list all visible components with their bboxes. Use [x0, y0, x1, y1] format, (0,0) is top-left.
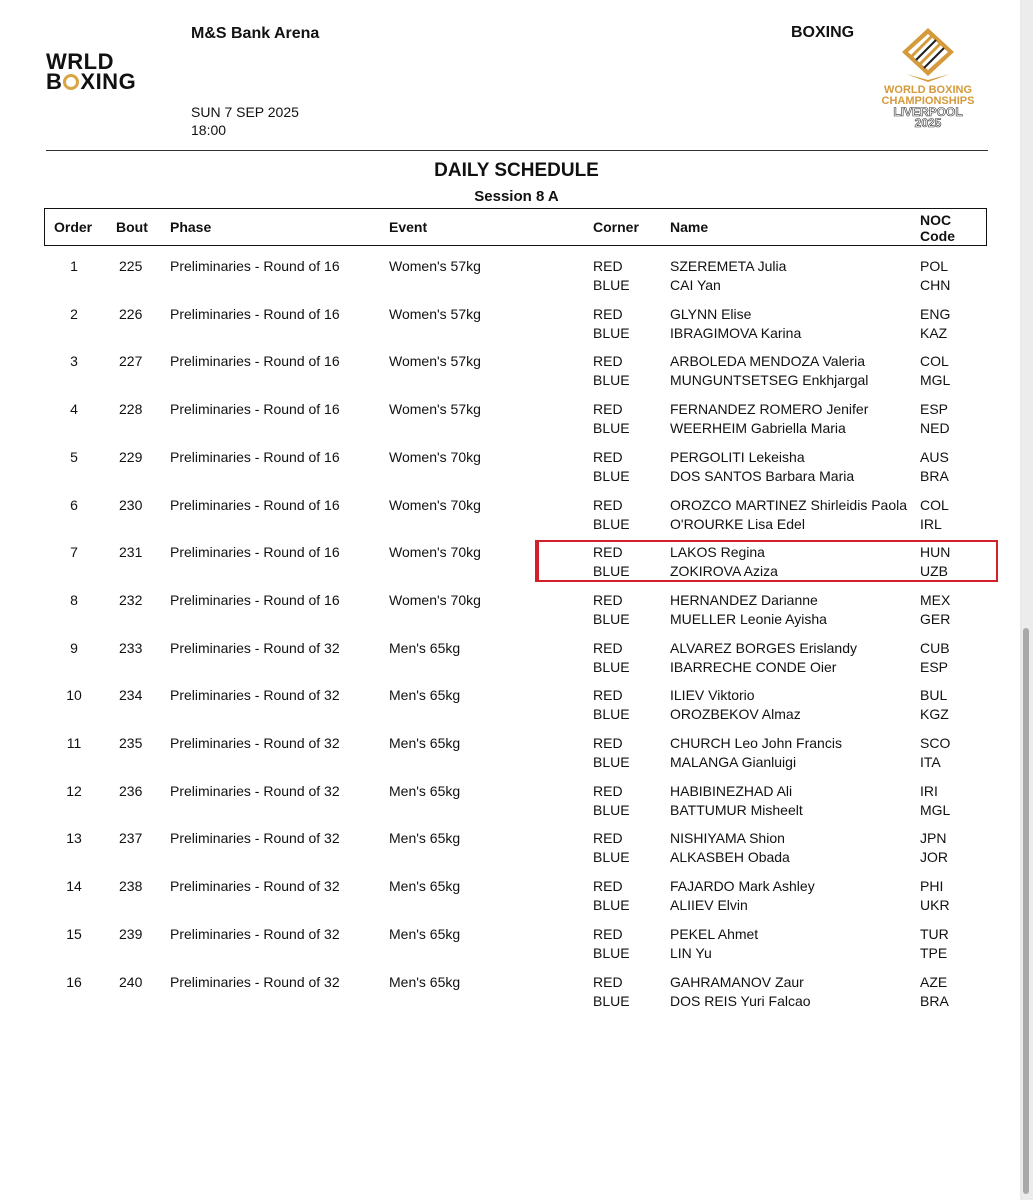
session-label: Session 8 A [474, 188, 559, 205]
noc-code-red: AZE [920, 974, 948, 990]
cell-bout: 226 [119, 306, 143, 322]
boxer-name-blue: MALANGA Gianluigi [670, 754, 797, 770]
logo-ring-icon [63, 74, 79, 90]
cell-order: 8 [70, 592, 78, 608]
noc-code-red: CUB [920, 640, 950, 656]
cell-bout: 239 [119, 926, 143, 942]
noc-code-red: MEX [920, 592, 951, 608]
noc-code-red: HUN [920, 544, 951, 560]
column-header-corner: Corner [593, 219, 639, 235]
cell-order: 6 [70, 497, 78, 513]
cell-bout: 240 [119, 974, 143, 990]
cell-event: Men's 65kg [389, 974, 461, 990]
noc-code-red: COL [920, 497, 949, 513]
corner-blue: BLUE [593, 993, 630, 1009]
cell-order: 3 [70, 353, 78, 369]
boxer-name-red: GLYNN Elise [670, 306, 752, 322]
noc-code-red: AUS [920, 449, 949, 465]
corner-red: RED [593, 306, 623, 322]
cell-bout: 238 [119, 878, 143, 894]
boxer-name-blue: IBRAGIMOVA Karina [670, 325, 802, 341]
noc-code-blue: GER [920, 611, 951, 627]
noc-code-blue: NED [920, 420, 950, 436]
corner-blue: BLUE [593, 659, 630, 675]
corner-blue: BLUE [593, 849, 630, 865]
cell-order: 9 [70, 640, 78, 656]
corner-red: RED [593, 449, 623, 465]
cell-order: 10 [66, 687, 82, 703]
cell-phase: Preliminaries - Round of 16 [170, 592, 340, 608]
championship-line: CHAMPIONSHIPS [881, 95, 975, 107]
noc-code-blue: KGZ [920, 706, 949, 722]
noc-code-blue: MGL [920, 802, 951, 818]
cell-bout: 233 [119, 640, 143, 656]
cell-order: 7 [70, 544, 78, 560]
cell-phase: Preliminaries - Round of 32 [170, 687, 340, 703]
boxer-name-red: HABIBINEZHAD Ali [670, 783, 793, 799]
event-date: SUN 7 SEP 2025 [191, 104, 299, 120]
noc-code-red: SCO [920, 735, 951, 751]
corner-blue: BLUE [593, 563, 630, 579]
cell-phase: Preliminaries - Round of 16 [170, 306, 340, 322]
corner-red: RED [593, 878, 623, 894]
boxer-name-red: PEKEL Ahmet [670, 926, 759, 942]
corner-red: RED [593, 687, 623, 703]
boxer-name-blue: O'ROURKE Lisa Edel [670, 516, 805, 532]
corner-red: RED [593, 258, 623, 274]
noc-code-blue: ESP [920, 659, 949, 675]
noc-code-red: IRI [920, 783, 938, 799]
cell-event: Women's 57kg [389, 353, 481, 369]
corner-blue: BLUE [593, 945, 630, 961]
boxer-name-blue: LIN Yu [670, 945, 712, 961]
cell-bout: 229 [119, 449, 143, 465]
corner-blue: BLUE [593, 802, 630, 818]
boxer-name-red: ARBOLEDA MENDOZA Valeria [670, 353, 866, 369]
noc-code-red: ESP [920, 401, 949, 417]
cell-event: Men's 65kg [389, 735, 461, 751]
cell-event: Women's 57kg [389, 401, 481, 417]
cell-phase: Preliminaries - Round of 32 [170, 974, 340, 990]
boxer-name-blue: CAI Yan [670, 277, 721, 293]
column-header-name: Name [670, 219, 709, 235]
column-header-phase: Phase [170, 219, 212, 235]
noc-code-blue: JOR [920, 849, 948, 865]
cell-phase: Preliminaries - Round of 16 [170, 258, 340, 274]
boxer-name-blue: WEERHEIM Gabriella Maria [670, 420, 846, 436]
corner-blue: BLUE [593, 754, 630, 770]
cell-bout: 230 [119, 497, 143, 513]
noc-code-blue: BRA [920, 468, 949, 484]
corner-red: RED [593, 401, 623, 417]
corner-red: RED [593, 783, 623, 799]
cell-event: Women's 70kg [389, 449, 481, 465]
championship-emblem-icon [898, 26, 958, 84]
noc-code-blue: BRA [920, 993, 949, 1009]
noc-code-blue: UZB [920, 563, 948, 579]
cell-phase: Preliminaries - Round of 16 [170, 497, 340, 513]
cell-event: Men's 65kg [389, 926, 461, 942]
column-header-bout: Bout [116, 219, 148, 235]
cell-event: Men's 65kg [389, 830, 461, 846]
corner-red: RED [593, 926, 623, 942]
logo-letters: XING [80, 69, 137, 94]
noc-code-red: BUL [920, 687, 948, 703]
cell-bout: 228 [119, 401, 143, 417]
cell-phase: Preliminaries - Round of 16 [170, 401, 340, 417]
boxer-name-blue: ALKASBEH Obada [670, 849, 790, 865]
column-header-noc-line: NOC [920, 212, 952, 228]
logo-line-2 [46, 69, 137, 94]
noc-code-blue: CHN [920, 277, 951, 293]
boxer-name-blue: ZOKIROVA Aziza [670, 563, 778, 579]
cell-event: Women's 70kg [389, 497, 481, 513]
boxer-name-blue: BATTUMUR Misheelt [670, 802, 803, 818]
corner-blue: BLUE [593, 611, 630, 627]
cell-bout: 225 [119, 258, 143, 274]
cell-bout: 231 [119, 544, 143, 560]
noc-code-blue: KAZ [920, 325, 948, 341]
cell-order: 11 [66, 735, 82, 751]
boxer-name-red: FERNANDEZ ROMERO Jenifer [670, 401, 869, 417]
cell-phase: Preliminaries - Round of 32 [170, 830, 340, 846]
noc-code-blue: TPE [920, 945, 948, 961]
cell-bout: 235 [119, 735, 143, 751]
cell-phase: Preliminaries - Round of 16 [170, 353, 340, 369]
logo-letter: W [46, 49, 68, 74]
boxer-name-red: GAHRAMANOV Zaur [670, 974, 804, 990]
boxer-name-red: PERGOLITI Lekeisha [670, 449, 805, 465]
championship-line: 2025 [914, 116, 942, 130]
corner-red: RED [593, 830, 623, 846]
boxer-name-red: FAJARDO Mark Ashley [670, 878, 815, 894]
boxer-name-red: HERNANDEZ Darianne [670, 592, 818, 608]
boxer-name-red: LAKOS Regina [670, 544, 765, 560]
cell-event: Women's 70kg [389, 592, 481, 608]
cell-order: 1 [70, 258, 78, 274]
boxer-name-red: CHURCH Leo John Francis [670, 735, 842, 751]
cell-phase: Preliminaries - Round of 16 [170, 449, 340, 465]
event-time: 18:00 [191, 122, 227, 138]
column-header-order: Order [54, 219, 93, 235]
noc-code-red: POL [920, 258, 949, 274]
logo-letters: RLD [67, 49, 114, 74]
cell-phase: Preliminaries - Round of 32 [170, 735, 340, 751]
corner-red: RED [593, 640, 623, 656]
corner-blue: BLUE [593, 277, 630, 293]
corner-blue: BLUE [593, 516, 630, 532]
cell-bout: 232 [119, 592, 143, 608]
cell-order: 13 [66, 830, 82, 846]
boxer-name-red: NISHIYAMA Shion [670, 830, 785, 846]
cell-bout: 227 [119, 353, 143, 369]
cell-event: Men's 65kg [389, 783, 461, 799]
cell-event: Men's 65kg [389, 640, 461, 656]
noc-code-red: COL [920, 353, 949, 369]
boxer-name-blue: MUELLER Leonie Ayisha [670, 611, 827, 627]
noc-code-red: JPN [920, 830, 947, 846]
corner-red: RED [593, 592, 623, 608]
column-header-noc [920, 212, 955, 244]
championship-wordmark [872, 85, 984, 129]
document-title: DAILY SCHEDULE [434, 160, 599, 181]
championship-line: WORLD BOXING [884, 84, 972, 96]
noc-code-blue: IRL [920, 516, 942, 532]
boxer-name-red: ALVAREZ BORGES Erislandy [670, 640, 857, 656]
cell-phase: Preliminaries - Round of 16 [170, 544, 340, 560]
boxer-name-blue: DOS REIS Yuri Falcao [670, 993, 811, 1009]
noc-code-red: TUR [920, 926, 949, 942]
column-header-event: Event [389, 219, 428, 235]
boxer-name-blue: MUNGUNTSETSEG Enkhjargal [670, 372, 869, 388]
boxer-name-red: ILIEV Viktorio [670, 687, 755, 703]
world-boxing-logo [46, 49, 137, 94]
cell-event: Men's 65kg [389, 687, 461, 703]
corner-red: RED [593, 735, 623, 751]
cell-event: Men's 65kg [389, 878, 461, 894]
cell-bout: 237 [119, 830, 143, 846]
cell-bout: 234 [119, 687, 143, 703]
highlight-box [535, 540, 998, 582]
corner-red: RED [593, 497, 623, 513]
boxer-name-blue: ALIIEV Elvin [670, 897, 748, 913]
cell-event: Women's 70kg [389, 544, 481, 560]
corner-blue: BLUE [593, 468, 630, 484]
noc-code-red: PHI [920, 878, 944, 894]
column-header-noc-line: Code [920, 228, 955, 244]
cell-order: 4 [70, 401, 78, 417]
boxer-name-red: OROZCO MARTINEZ Shirleidis Paola [670, 497, 908, 513]
cell-event: Women's 57kg [389, 258, 481, 274]
noc-code-blue: ITA [920, 754, 941, 770]
boxer-name-blue: IBARRECHE CONDE Oier [670, 659, 837, 675]
cell-bout: 236 [119, 783, 143, 799]
sport-label: BOXING [791, 24, 855, 41]
venue: M&S Bank Arena [191, 25, 320, 42]
cell-phase: Preliminaries - Round of 32 [170, 926, 340, 942]
noc-code-blue: MGL [920, 372, 951, 388]
championship-line: LIVERPOOL [893, 105, 963, 119]
noc-code-red: ENG [920, 306, 951, 322]
cell-order: 12 [66, 783, 82, 799]
corner-blue: BLUE [593, 706, 630, 722]
cell-order: 14 [66, 878, 82, 894]
cell-phase: Preliminaries - Round of 32 [170, 783, 340, 799]
cell-phase: Preliminaries - Round of 32 [170, 640, 340, 656]
corner-red: RED [593, 353, 623, 369]
boxer-name-red: SZEREMETA Julia [670, 258, 787, 274]
cell-order: 15 [66, 926, 82, 942]
corner-blue: BLUE [593, 420, 630, 436]
logo-letter: B [46, 69, 63, 94]
scrollbar-thumb[interactable] [1023, 628, 1029, 1194]
noc-code-blue: UKR [920, 897, 950, 913]
corner-red: RED [593, 974, 623, 990]
cell-event: Women's 57kg [389, 306, 481, 322]
cell-order: 5 [70, 449, 78, 465]
corner-blue: BLUE [593, 372, 630, 388]
boxer-name-blue: DOS SANTOS Barbara Maria [670, 468, 855, 484]
corner-blue: BLUE [593, 325, 630, 341]
corner-red: RED [593, 544, 623, 560]
cell-order: 2 [70, 306, 78, 322]
boxer-name-blue: OROZBEKOV Almaz [670, 706, 801, 722]
cell-phase: Preliminaries - Round of 32 [170, 878, 340, 894]
corner-blue: BLUE [593, 897, 630, 913]
cell-order: 16 [66, 974, 82, 990]
header-divider [46, 150, 988, 151]
